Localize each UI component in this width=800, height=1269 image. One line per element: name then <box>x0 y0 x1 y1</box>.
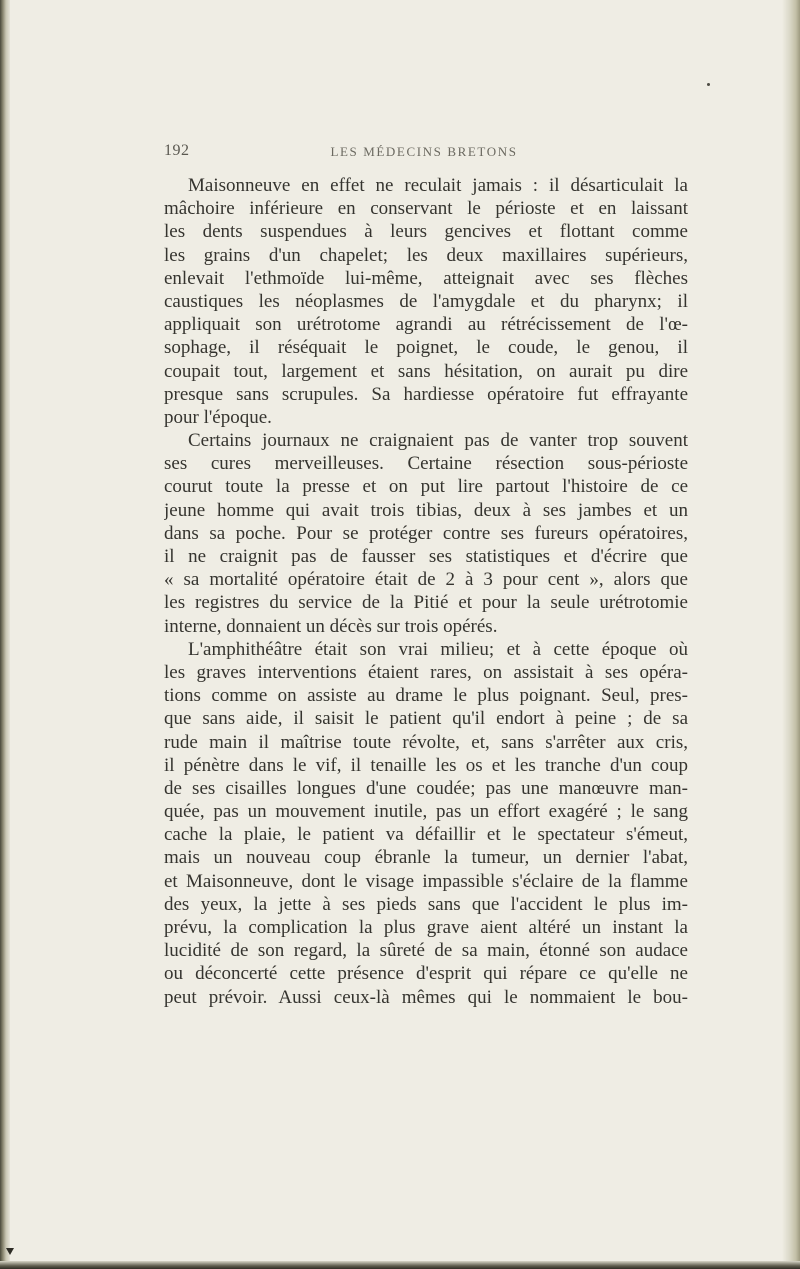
text-line: ou déconcerté cette présence d'esprit qui répare ce qu'elle ne <box>164 963 688 985</box>
text-line: cache la plaie, le patient va défaillir et le spectateur s'émeut, <box>164 824 688 846</box>
text-line: presque sans scrupules. Sa hardiesse opératoire fut effrayante <box>164 383 688 405</box>
text-line: courut toute la presse et on put lire partout l'histoire de ce <box>164 476 688 498</box>
text-line: sophage, il réséquait le poignet, le coude, le genou, il <box>164 337 688 359</box>
binding-edge <box>0 0 10 1269</box>
text-line: il pénètre dans le vif, il tenaille les os et les tranche d'un coup <box>164 754 688 776</box>
text-line: des yeux, la jette à ses pieds sans que l'accident le plus im- <box>164 893 688 915</box>
text-line: pour l'époque. <box>164 406 272 428</box>
text-line: les grains d'un chapelet; les deux maxillaires supérieurs, <box>164 244 688 266</box>
text-line: quée, pas un mouvement inutile, pas un effort exagéré ; le sang <box>164 801 688 823</box>
running-head <box>164 142 684 164</box>
text-line: interne, donnaient un décès sur trois opérés. <box>164 615 498 637</box>
text-line: mais un nouveau coup ébranle la tumeur, un dernier l'abat, <box>164 847 688 869</box>
page-edge-shadow <box>782 0 800 1269</box>
text-line: Certains journaux ne craignaient pas de vanter trop souvent <box>188 430 688 452</box>
text-line: les registres du service de la Pitié et pour la seule urétrotomie <box>164 592 688 614</box>
text-line: caustiques les néoplasmes de l'amygdale et du pharynx; il <box>164 290 688 312</box>
text-line: jeune homme qui avait trois tibias, deux à ses jambes et un <box>164 499 688 521</box>
text-line: et Maisonneuve, dont le visage impassible s'éclaire de la flamme <box>164 870 688 892</box>
text-line: mâchoire inférieure en conservant le périoste et en laissant <box>164 198 688 220</box>
running-title: LES MÉDECINS BRETONS <box>330 144 518 159</box>
text-line: que sans aide, il saisit le patient qu'il endort à peine ; de sa <box>164 708 688 730</box>
text-line: « sa mortalité opératoire était de 2 à 3 pour cent », alors que <box>164 569 688 591</box>
text-line: coupait tout, largement et sans hésitation, on aurait pu dire <box>164 360 688 382</box>
text-line: L'amphithéâtre était son vrai milieu; et à cette époque où <box>188 638 688 660</box>
ink-speck <box>707 83 710 86</box>
body-text <box>164 174 688 1009</box>
text-line: tions comme on assiste au drame le plus poignant. Seul, pres- <box>164 685 688 707</box>
page-number: 192 <box>164 142 190 159</box>
text-line: dans sa poche. Pour se protéger contre ses fureurs opératoires, <box>164 522 688 544</box>
text-line: prévu, la complication la plus grave aient altéré un instant la <box>164 917 688 938</box>
text-line: appliquait son urétrotome agrandi au rétrécissement de l'œ- <box>164 314 688 336</box>
text-line: lucidité de son regard, la sûreté de sa main, étonné son audace <box>164 940 688 962</box>
text-line: de ses cisailles longues d'une coudée; pas une manœuvre man- <box>164 777 688 799</box>
text-line: rude main il maîtrise toute révolte, et, sans s'arrêter aux cris, <box>164 731 688 753</box>
text-line: enlevait l'ethmoïde lui-même, atteignait avec ses flèches <box>164 267 688 289</box>
text-line: peut prévoir. Aussi ceux-là mêmes qui le nommaient le bou- <box>164 986 688 1008</box>
text-line: ses cures merveilleuses. Certaine résection sous-périoste <box>164 453 688 475</box>
text-line: Maisonneuve en effet ne reculait jamais : il désarticulait la <box>188 175 688 196</box>
text-line: les dents suspendues à leurs gencives et flottant comme <box>164 221 688 243</box>
bottom-edge-shadow <box>0 1261 800 1269</box>
corner-mark <box>6 1248 14 1255</box>
text-line: les graves interventions étaient rares, on assistait à ses opéra- <box>164 661 688 683</box>
text-line: il ne craignit pas de fausser ses statistiques et d'écrire que <box>164 546 688 567</box>
